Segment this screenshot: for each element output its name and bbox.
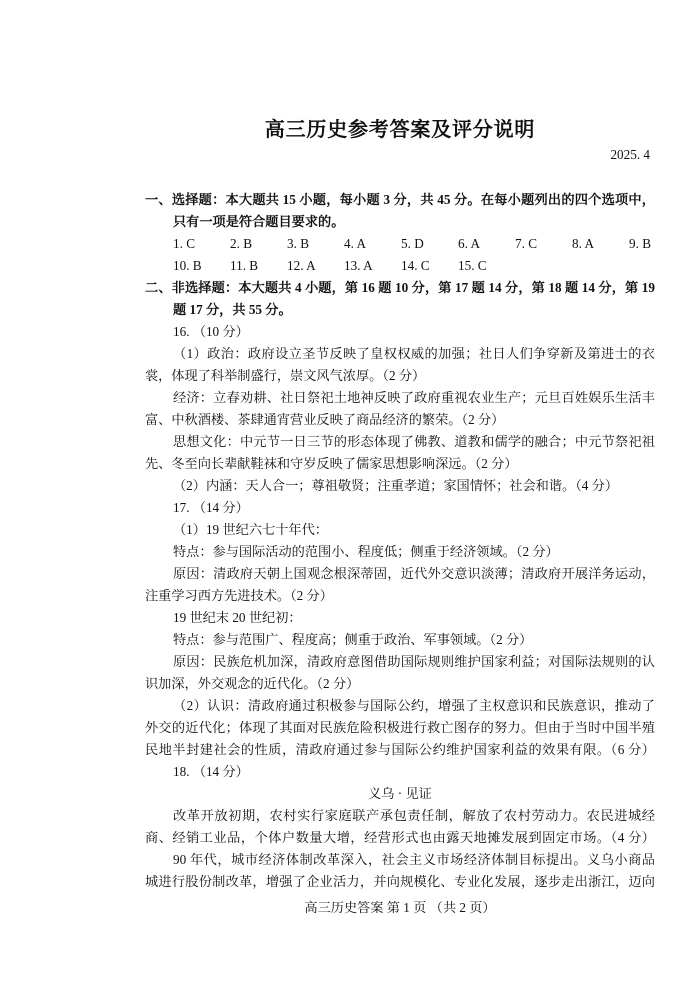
document-body bbox=[145, 189, 655, 893]
q18-line: 商、经销工业品，个体户数量大增，经营形式也由露天地摊发展到固定市场。（4 分） bbox=[145, 830, 655, 845]
answer-choice: B bbox=[249, 258, 259, 273]
q16-line: （1）政治：政府设立圣节反映了皇权权威的加强；社日人们争穿新及第进士的衣 bbox=[173, 346, 655, 361]
part2-heading-line-2: 题 17 分，共 55 分。 bbox=[173, 302, 292, 317]
q18-label: 18. （14 分） bbox=[173, 764, 249, 779]
answer-number: 15. bbox=[458, 258, 475, 273]
answer-choice: C bbox=[528, 236, 537, 251]
q16-line: 先、冬至向长辈献鞋袜和守岁反映了儒家思想影响深远。（2 分） bbox=[145, 456, 518, 471]
answer-choice: C bbox=[186, 236, 195, 251]
q17-line: （2）认识：清政府通过积极参与国际公约，增强了主权意识和民族意识，推动了 bbox=[173, 698, 655, 713]
q17-line: 注重学习西方先进技术。（2 分） bbox=[145, 588, 333, 603]
answer-choice: B bbox=[243, 236, 252, 251]
q17-line: 原因：清政府天朝上国观念根深蒂固，近代外交意识淡薄；清政府开展洋务运动， bbox=[173, 566, 655, 581]
part2-heading-line-1: 二、非选择题：本大题共 4 小题，第 16 题 10 分，第 17 题 14 分，第 18 题 14 分，第 19 bbox=[145, 280, 655, 295]
q18-subtitle: 义乌 · 见证 bbox=[368, 786, 432, 801]
answer-item bbox=[572, 233, 629, 255]
q16-line: （2）内涵：天人合一；尊祖敬贤；注重孝道；家国情怀；社会和谐。（4 分） bbox=[173, 478, 619, 493]
answer-item bbox=[515, 233, 572, 255]
answer-number: 8. bbox=[572, 236, 582, 251]
answer-item bbox=[230, 233, 287, 255]
q17-line: 特点：参与国际活动的范围小、程度低；侧重于经济领域。（2 分） bbox=[173, 544, 559, 559]
answer-choice: B bbox=[300, 236, 309, 251]
answer-number: 4. bbox=[344, 236, 354, 251]
answer-choice: C bbox=[477, 258, 487, 273]
q17-line: 原因：民族危机加深，清政府意图借助国际规则维护国家利益；对国际法规则的认 bbox=[173, 654, 655, 669]
q16-line: 思想文化：中元节一日三节的形态体现了佛教、道教和儒学的融合；中元节祭祀祖 bbox=[173, 434, 655, 449]
answer-item bbox=[230, 255, 287, 277]
page-footer: 高三历史答案 第 1 页 （共 2 页） bbox=[304, 900, 496, 915]
part1-heading-line-2: 只有一项是符合题目要求的。 bbox=[173, 214, 345, 229]
answer-row-1 bbox=[145, 233, 655, 255]
q17-line: 识加深，外交观念的近代化。（2 分） bbox=[145, 676, 360, 691]
answer-number: 11. bbox=[230, 258, 246, 273]
q18-line: 改革开放初期，农村实行家庭联产承包责任制，解放了农村劳动力。农民进城经 bbox=[173, 808, 655, 823]
answer-item bbox=[287, 233, 344, 255]
part1-heading-line-1: 一、选择题：本大题共 15 小题，每小题 3 分，共 45 分。在每小题列出的四个选项中， bbox=[145, 192, 655, 207]
answer-number: 6. bbox=[458, 236, 468, 251]
answer-number: 5. bbox=[401, 236, 411, 251]
answer-number: 13. bbox=[344, 258, 361, 273]
answer-choice: A bbox=[470, 236, 480, 251]
q17-line: 19 世纪末 20 世纪初： bbox=[173, 610, 302, 625]
answer-row-2 bbox=[145, 255, 655, 277]
q16-line: 经济：立春劝耕、社日祭祀土地神反映了政府重视农业生产；元旦百姓娱乐生活丰 bbox=[173, 390, 655, 405]
answer-choice: B bbox=[192, 258, 202, 273]
answer-item bbox=[458, 233, 515, 255]
answer-item bbox=[287, 255, 344, 277]
answer-number: 9. bbox=[629, 236, 639, 251]
q18-line: 90 年代，城市经济体制改革深入，社会主义市场经济体制目标提出。义乌小商品 bbox=[173, 852, 655, 867]
answer-choice: D bbox=[414, 236, 424, 251]
answer-choice: A bbox=[356, 236, 366, 251]
answer-number: 10. bbox=[173, 258, 190, 273]
q16-line: 富、中秋酒楼、茶肆通宵营业反映了商品经济的繁荣。（2 分） bbox=[145, 412, 505, 427]
answer-choice: A bbox=[363, 258, 373, 273]
answer-item bbox=[344, 255, 401, 277]
answer-choice: A bbox=[306, 258, 316, 273]
answer-number: 3. bbox=[287, 236, 297, 251]
answer-number: 14. bbox=[401, 258, 418, 273]
q17-line: 民地半封建社会的性质，清政府通过参与国际公约维护国家利益的效果有限。（6 分） bbox=[145, 742, 655, 757]
q17-line: （1）19 世纪六七十年代： bbox=[173, 522, 328, 537]
answer-item bbox=[458, 255, 515, 277]
answer-item bbox=[629, 233, 655, 255]
answer-item bbox=[401, 233, 458, 255]
document-date: 2025. 4 bbox=[610, 147, 650, 162]
answer-number: 12. bbox=[287, 258, 304, 273]
answer-number: 7. bbox=[515, 236, 525, 251]
q17-line: 特点：参与范围广、程度高；侧重于政治、军事领域。（2 分） bbox=[173, 632, 533, 647]
q17-line: 外交的近代化；体现了其面对民族危险积极进行救亡图存的努力。但由于当时中国半殖 bbox=[145, 720, 655, 735]
answer-choice: C bbox=[420, 258, 430, 273]
q17-label: 17. （14 分） bbox=[173, 500, 249, 515]
answer-item bbox=[173, 233, 230, 255]
answer-item bbox=[173, 255, 230, 277]
answer-choice: A bbox=[584, 236, 594, 251]
answer-choice: B bbox=[642, 236, 651, 251]
answer-number: 2. bbox=[230, 236, 240, 251]
answer-item bbox=[401, 255, 458, 277]
q16-line: 裳，体现了科举制盛行，崇文风气浓厚。（2 分） bbox=[145, 368, 426, 383]
q16-label: 16. （10 分） bbox=[173, 324, 249, 339]
answer-item bbox=[344, 233, 401, 255]
page-title: 高三历史参考答案及评分说明 bbox=[264, 119, 536, 141]
answer-number: 1. bbox=[173, 236, 183, 251]
q18-line: 城进行股份制改革，增强了企业活力，并向规模化、专业化发展，逐步走出浙江，迈向 bbox=[145, 874, 655, 889]
